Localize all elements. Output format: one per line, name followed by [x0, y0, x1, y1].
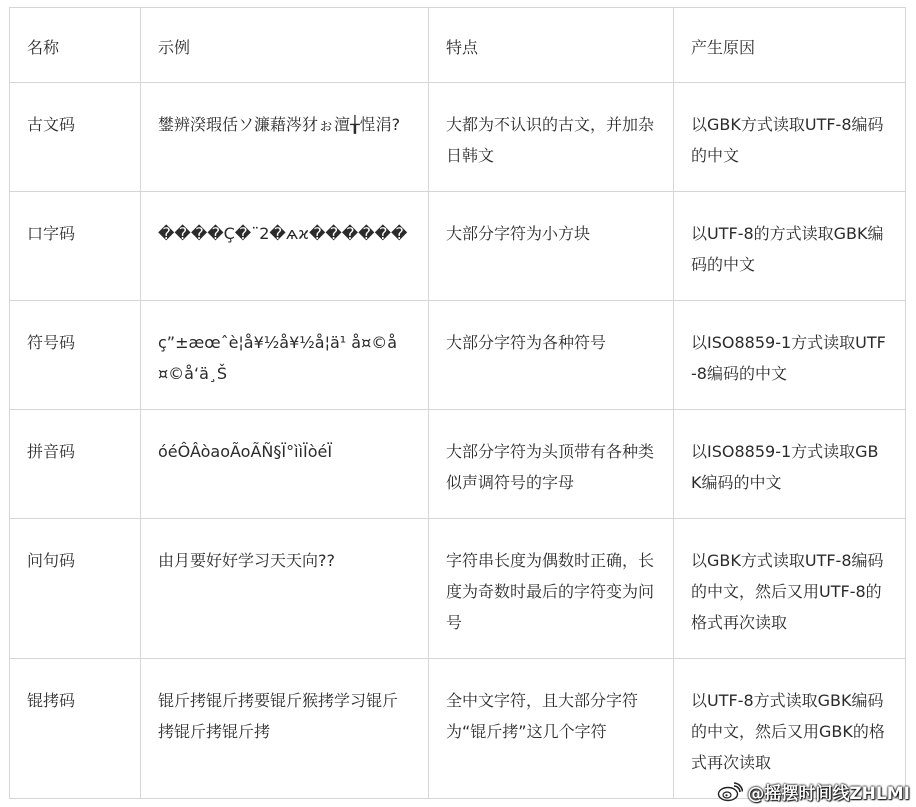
cell-name: 古文码: [10, 83, 141, 192]
table-row: [10, 301, 906, 410]
table-header-row: [10, 8, 906, 83]
cell-name: 符号码: [10, 301, 141, 410]
table-row: [10, 83, 906, 192]
table-row: [10, 410, 906, 519]
table-row: [10, 192, 906, 301]
header-feature: 特点: [429, 8, 674, 83]
cell-name: 拼音码: [10, 410, 141, 519]
cell-cause: 以GBK方式读取UTF-8编码的中文: [674, 83, 906, 192]
header-cause: 产生原因: [674, 8, 906, 83]
cell-name: 问句码: [10, 519, 141, 659]
cell-feature: 大部分字符为小方块: [429, 192, 674, 301]
cell-sample: 由月要好好学习天天向??: [141, 519, 429, 659]
cell-feature: 字符串长度为偶数时正确，长度为奇数时最后的字符变为问号: [429, 519, 674, 659]
cell-feature: 大部分字符为各种符号: [429, 301, 674, 410]
header-name: 名称: [10, 8, 141, 83]
weibo-logo-icon: [717, 782, 743, 802]
cell-sample: óéÔÂòaoÃoÃÑ§Ï°ììÏòéÏ: [141, 410, 429, 519]
cell-name: 锟拷码: [10, 659, 141, 799]
cell-cause: 以ISO8859-1方式读取GBK编码的中文: [674, 410, 906, 519]
cell-sample: 鐢辨湀瑕佸ソ濂藉涔犲ぉ澶╁悜涓?: [141, 83, 429, 192]
cell-sample: 锟斤拷锟斤拷要锟斤猴拷学习锟斤拷锟斤拷锟斤拷: [141, 659, 429, 799]
cell-feature: 大部分字符为头顶带有各种类似声调符号的字母: [429, 410, 674, 519]
cell-name: 口字码: [10, 192, 141, 301]
watermark-text: @摇摆时间线ZHLMI: [747, 784, 910, 804]
cell-cause: 以ISO8859-1方式读取UTF-8编码的中文: [674, 301, 906, 410]
cell-cause: 以GBK方式读取UTF-8编码的中文，然后又用UTF-8的格式再次读取: [674, 519, 906, 659]
cell-sample: ����Ç�¨2�ѧϰ������: [141, 192, 429, 301]
watermark: [717, 779, 910, 804]
table-row: [10, 659, 906, 799]
table-row: [10, 519, 906, 659]
cell-cause: 以UTF-8的方式读取GBK编码的中文: [674, 192, 906, 301]
cell-cause: 以UTF-8方式读取GBK编码的中文，然后又用GBK的格式再次读取: [674, 659, 906, 799]
cell-sample: ç”±æœˆè¦å¥½å¥½å¦ä¹ å¤©å¤©å‘ä¸Š: [141, 301, 429, 410]
encoding-table: [9, 7, 906, 799]
cell-feature: 全中文字符，且大部分字符为“锟斤拷”这几个字符: [429, 659, 674, 799]
cell-feature: 大都为不认识的古文，并加杂日韩文: [429, 83, 674, 192]
header-sample: 示例: [141, 8, 429, 83]
